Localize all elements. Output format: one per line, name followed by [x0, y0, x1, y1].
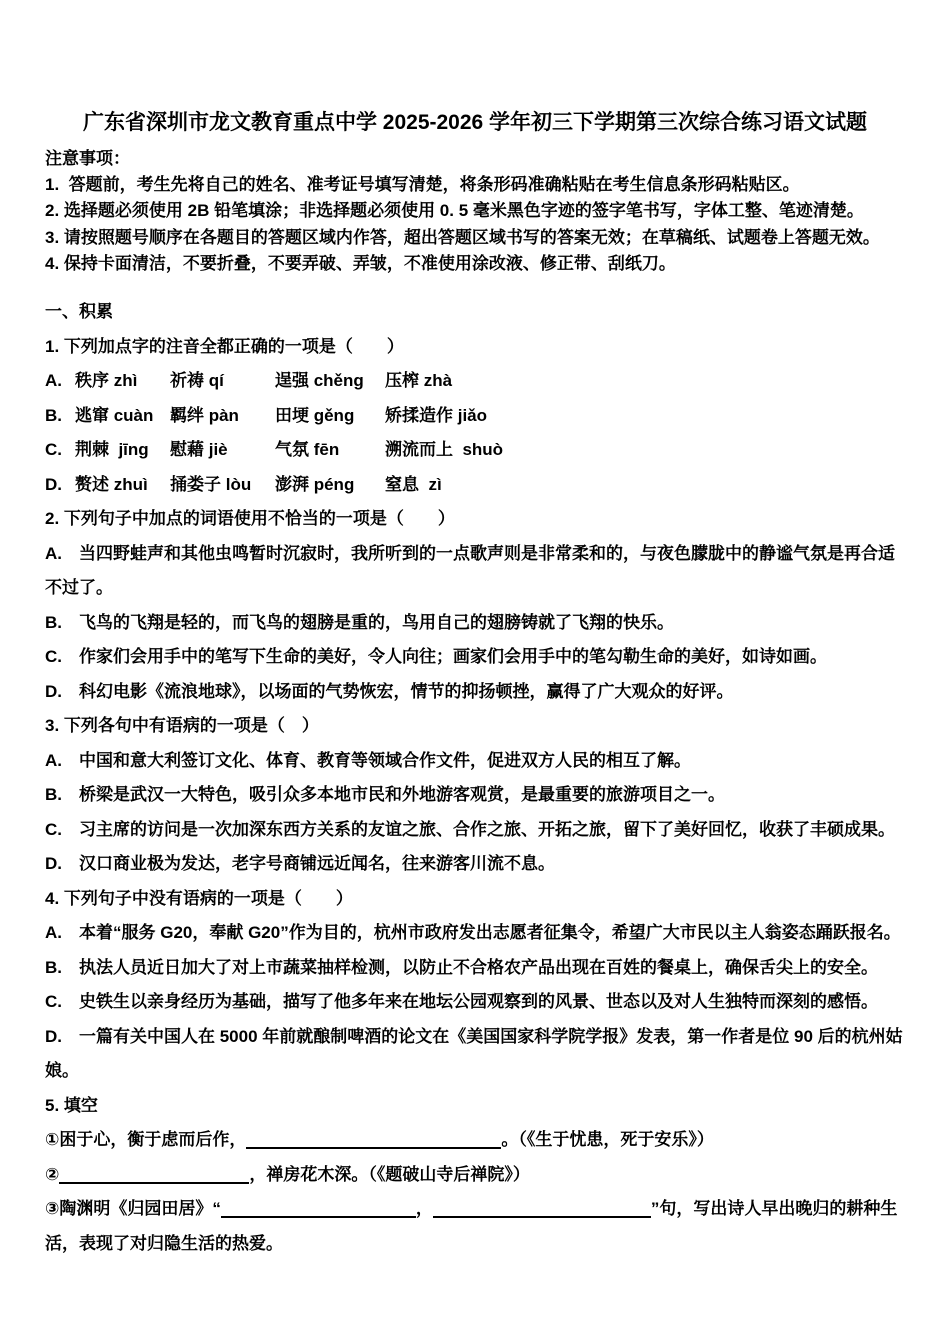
notice-item-3: 3. 请按照题号顺序在各题目的答题区域内作答，超出答题区域书写的答案无效；在草稿纸、试题卷上答题无效。	[45, 227, 880, 247]
q1-option-c-word-2: 慰藉 jiè	[170, 440, 228, 460]
notice-item-2: 2. 选择题必须使用 2B 铅笔填涂；非选择题必须使用 0. 5 毫米黑色字迹的签字笔书写，字体工整、笔迹清楚。	[45, 201, 864, 221]
q1-option-b-word-3: 田埂 gěng	[275, 405, 355, 425]
q2-option-b: B. 飞鸟的飞翔是轻的，而飞鸟的翅膀是重的，鸟用自己的翅膀铸就了飞翔的快乐。	[45, 612, 674, 632]
q1-option-a-word-2: 祈祷 qí	[170, 371, 224, 391]
notice-heading: 注意事项：	[45, 149, 130, 168]
notice-section	[45, 146, 905, 277]
q1-option-b-word-4: 矫揉造作 jiǎo	[385, 405, 488, 425]
q1-option-c	[45, 433, 905, 468]
question-3-stem: 3. 下列各句中有语病的一项是（ ）	[45, 716, 319, 736]
notice-item-1: 1. 答题前，考生先将自己的姓名、准考证号填写清楚，将条形码准确粘贴在考生信息条形码粘贴区。	[45, 175, 800, 195]
q1-option-b-word-2: 羁绊 pàn	[170, 405, 239, 425]
q1-option-d-word-4: 窒息 zì	[385, 474, 442, 494]
q5-blank-line-3	[45, 1192, 905, 1261]
question-1-stem: 1. 下列加点字的注音全都正确的一项是（ ）	[45, 336, 404, 356]
q4-option-a: A. 本着“服务 G20，奉献 G20”作为目的，杭州市政府发出志愿者征集令，希望广大市民以主人翁姿态踊跃报名。	[45, 923, 901, 943]
q1-option-d-word-1: 赘述 zhuì	[75, 474, 148, 494]
q5-line-1-post: 。（《生于忧患，死于安乐》）	[501, 1130, 714, 1150]
q4-option-d: D. 一篇有关中国人在 5000 年前就酿制啤酒的论文在《美国国家科学院学报》发表，第一作者是位 90 后的杭州姑娘。	[45, 1026, 903, 1081]
q1-option-a	[45, 364, 905, 399]
q1-option-a-label: A.	[45, 371, 62, 391]
question-5-stem: 5. 填空	[45, 1095, 98, 1115]
section-1	[45, 295, 905, 1261]
q1-option-b-word-1: 逃窜 cuàn	[75, 405, 154, 425]
q1-option-d	[45, 468, 905, 503]
q1-option-a-word-3: 逞强 chěng	[275, 371, 364, 391]
q1-option-a-word-1: 秩序 zhì	[75, 371, 138, 391]
q5-line-2-post: ，禅房花木深。（《题破山寺后禅院》）	[249, 1164, 530, 1184]
q1-option-b	[45, 399, 905, 434]
q3-option-c: C. 习主席的访问是一次加深东西方关系的友谊之旅、合作之旅、开拓之旅，留下了美好回忆，收获了丰硕成果。	[45, 819, 895, 839]
section-1-heading: 一、积累	[45, 302, 113, 322]
notice-item-4: 4. 保持卡面清洁，不要折叠，不要弄破、弄皱，不准使用涂改液、修正带、刮纸刀。	[45, 253, 676, 273]
q1-option-c-word-4: 溯流而上 shuò	[385, 440, 504, 460]
q2-option-d: D. 科幻电影《流浪地球》，以场面的气势恢宏，情节的抑扬顿挫，赢得了广大观众的好评。	[45, 681, 734, 701]
q4-option-c: C. 史铁生以亲身经历为基础，描写了他多年来在地坛公园观察到的风景、世态以及对人生独特而深刻的感悟。	[45, 992, 878, 1012]
q4-option-b: B. 执法人员近日加大了对上市蔬菜抽样检测，以防止不合格农产品出现在百姓的餐桌上，确保舌尖上的安全。	[45, 957, 878, 977]
q5-line-3-pre: ③陶渊明《归园田居》“	[45, 1199, 221, 1219]
q3-option-b: B. 桥梁是武汉一大特色，吸引众多本地市民和外地游客观赏，是最重要的旅游项目之一。	[45, 785, 725, 805]
q5-blank-line-2	[45, 1158, 905, 1193]
question-4-stem: 4. 下列句子中没有语病的一项是（ ）	[45, 888, 353, 908]
q5-line-3-post: ”句，写出诗人早出晚归的耕种生活，表现了对归隐生活的热爱。	[45, 1199, 898, 1253]
q1-option-c-word-1: 荆棘 jīng	[75, 440, 149, 460]
q1-option-c-label: C.	[45, 440, 62, 460]
q5-blank-line-1	[45, 1123, 905, 1158]
q2-option-c: C. 作家们会用手中的笔写下生命的美好，令人向往；画家们会用手中的笔勾勒生命的美好，如诗如画。	[45, 647, 827, 667]
q1-option-c-word-3: 气氛 fēn	[275, 440, 340, 460]
question-2-stem: 2. 下列句子中加点的词语使用不恰当的一项是（ ）	[45, 509, 455, 529]
answer-blank	[433, 1199, 651, 1218]
paper-title: 广东省深圳市龙文教育重点中学 2025-2026 学年初三下学期第三次综合练习语文试题	[82, 111, 868, 134]
answer-blank	[59, 1165, 249, 1184]
answer-blank	[221, 1199, 416, 1218]
q5-line-1-pre: ①困于心，衡于虑而后作，	[45, 1130, 247, 1150]
q5-line-2-pre: ②	[45, 1164, 60, 1184]
q3-option-d: D. 汉口商业极为发达，老字号商铺远近闻名，往来游客川流不息。	[45, 854, 555, 874]
q5-line-3-mid: ，	[415, 1199, 433, 1219]
q2-option-a: A. 当四野蛙声和其他虫鸣暂时沉寂时，我所听到的一点歌声则是非常柔和的，与夜色朦胧中的静谧气氛是再合适不过了。	[45, 543, 895, 598]
q3-option-a: A. 中国和意大利签订文化、体育、教育等领域合作文件，促进双方人民的相互了解。	[45, 750, 691, 770]
answer-blank	[246, 1130, 501, 1149]
q1-option-d-word-2: 捅娄子 lòu	[170, 474, 252, 494]
q1-option-d-word-3: 澎湃 péng	[275, 474, 355, 494]
q1-option-d-label: D.	[45, 474, 62, 494]
q1-option-b-label: B.	[45, 405, 62, 425]
q1-option-a-word-4: 压榨 zhà	[385, 371, 453, 391]
